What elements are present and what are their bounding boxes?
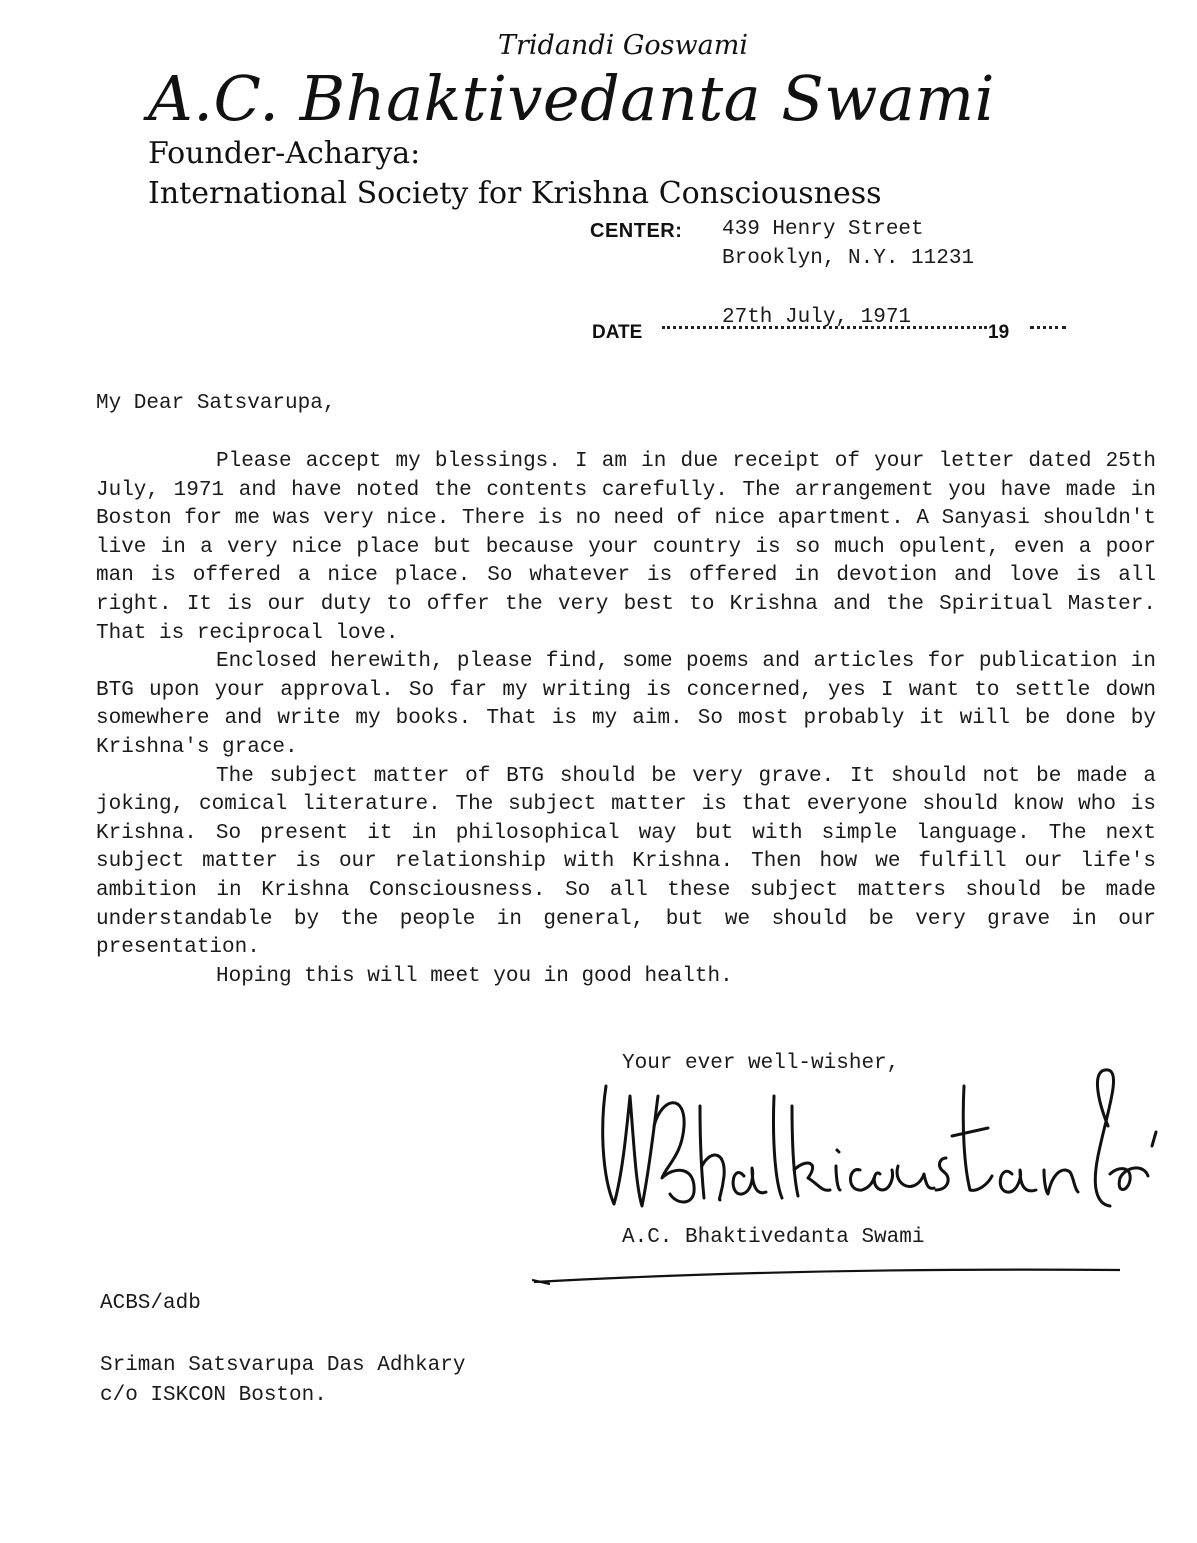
letterhead-organization: International Society for Krishna Consciousness <box>148 176 882 211</box>
paragraph-1: Please accept my blessings. I am in due receipt of your letter dated 25th July, 1971 and have noted the contents carefully. The arrangement you have made in Boston for me was very nice. There is no need of nice apartment. A Sanyasi shouldn't live in a very nice place but because your country is so much opulent, even a poor man is offered a nice place. So whatever is offered in devotion and love is all right. It is our duty to offer the very best to Krishna and the Spiritual Master. That is reciprocal love. <box>96 450 1156 645</box>
reference-initials: ACBS/adb <box>100 1292 201 1315</box>
signature-rule-line <box>532 1268 1132 1288</box>
paragraph-3: The subject matter of BTG should be very grave. It should not be made a joking, comical literature. The subject matter is that everyone should know who is Krishna. So present it in philosophical way but with simple language. The next subject matter is our relationship with Krishna. Then how we fulfill our life's ambition in Krishna Consciousness. So all these subject matters should be made understandable by the people in general, but we should be very grave in our presentation. <box>96 764 1156 960</box>
signature-name: A.C. Bhaktivedanta Swami <box>622 1226 925 1249</box>
paragraph-4: Hoping this will meet you in good health. <box>216 964 733 988</box>
date-dotted-line <box>662 326 987 329</box>
date-label: DATE <box>592 322 643 343</box>
center-label: CENTER: <box>590 220 683 242</box>
letterhead-subtitle: Tridandi Goswami <box>498 30 748 61</box>
recipient-line-1: Sriman Satsvarupa Das Adhkary <box>100 1354 466 1377</box>
letterhead-role: Founder-Acharya: <box>148 136 421 171</box>
salutation: My Dear Satsvarupa, <box>96 392 336 415</box>
closing: Your ever well-wisher, <box>622 1052 900 1075</box>
letter-body <box>96 448 1156 991</box>
date-year-dots <box>1030 326 1066 329</box>
recipient-line-2: c/o ISKCON Boston. <box>100 1384 327 1407</box>
address-line-1: 439 Henry Street <box>722 218 924 241</box>
address-line-2: Brooklyn, N.Y. 11231 <box>722 247 975 270</box>
date-value: 27th July, 1971 <box>722 306 912 329</box>
paragraph-2: Enclosed herewith, please find, some poems and articles for publication in BTG upon your approval. So far my writing is concerned, yes I want to settle down somewhere and write my books. That is my aim. So most probably it will be done by Krishna's grace. <box>96 650 1156 759</box>
handwritten-signature <box>596 1066 1166 1216</box>
letterhead-name: A.C. Bhaktivedanta Swami <box>148 62 995 135</box>
date-year-prefix: 19 <box>988 322 1010 343</box>
